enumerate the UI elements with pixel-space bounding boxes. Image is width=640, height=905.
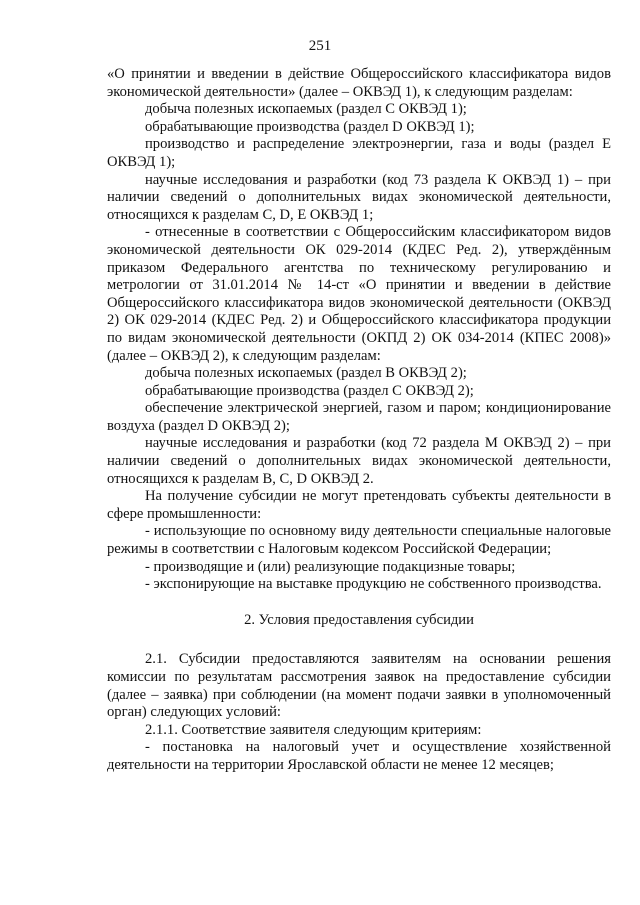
paragraph: «О принятии и введении в действие Общероссийского классификатора видов экономической деятельности» (далее – ОКВЭД 1), к следующим разделам:: [107, 66, 611, 100]
paragraph: научные исследования и разработки (код 72 раздела М ОКВЭД 2) – при наличии сведений о дополнительных видах экономической деятельности, относящихся к разделам В, С, D ОКВЭД 2.: [107, 435, 611, 487]
paragraph: На получение субсидии не могут претендовать субъекты деятельности в сфере промышленности:: [107, 488, 611, 522]
page-number: 251: [308, 38, 332, 54]
list-item: - отнесенные в соответствии с Общероссийским классификатором видов экономической деятельности ОК 029-2014 (КДЕС Ред. 2), утверждённым приказом Федерального агентства по техническому регулированию и метрологии от 31.01.2014 № 14-ст «О принятии и введении в действие Общероссийского классификатора видов экономической деятельности (ОКВЭД 2) ОК 029-2014 (КДЕС Ред. 2) и Общероссийского классификатора продукции по видам экономической деятельности (ОКПД 2) ОК 034-2014 (КПЕС 2008)» (далее – ОКВЭД 2), к следующим разделам:: [107, 224, 611, 364]
paragraph: 2.1. Субсидии предоставляются заявителям на основании решения комиссии по результатам рассмотрения заявок на предоставление субсидии (далее – заявка) при соблюдении (на момент подачи заявки в уполномоченный орган) следующих условий:: [107, 651, 611, 721]
paragraph: 2.1.1. Соответствие заявителя следующим критериям:: [145, 721, 482, 738]
list-item: - экспонирующие на выставке продукцию не собственного производства.: [145, 576, 602, 593]
paragraph: обрабатывающие производства (раздел D ОКВЭД 1);: [145, 118, 475, 135]
paragraph: научные исследования и разработки (код 73 раздела К ОКВЭД 1) – при наличии сведений о дополнительных видах экономической деятельности, относящихся к разделам С, D, Е ОКВЭД 1;: [107, 171, 611, 223]
paragraph: производство и распределение электроэнергии, газа и воды (раздел Е ОКВЭД 1);: [107, 136, 611, 170]
document-body: [107, 66, 611, 775]
paragraph: обрабатывающие производства (раздел С ОКВЭД 2);: [145, 382, 474, 399]
section-heading: 2. Условия предоставления субсидии: [244, 611, 474, 628]
paragraph: добыча полезных ископаемых (раздел С ОКВЭД 1);: [145, 101, 467, 118]
list-item: - производящие и (или) реализующие подакцизные товары;: [145, 558, 516, 575]
list-item: - постановка на налоговый учет и осуществление хозяйственной деятельности на территории Ярославской области не менее 12 месяцев;: [107, 739, 611, 773]
paragraph: обеспечение электрической энергией, газом и паром; кондиционирование воздуха (раздел D ОКВЭД 2);: [107, 400, 611, 434]
list-item: - использующие по основному виду деятельности специальные налоговые режимы в соответствии с Налоговым кодексом Российской Федерации;: [107, 523, 611, 558]
paragraph: добыча полезных ископаемых (раздел В ОКВЭД 2);: [145, 365, 467, 382]
